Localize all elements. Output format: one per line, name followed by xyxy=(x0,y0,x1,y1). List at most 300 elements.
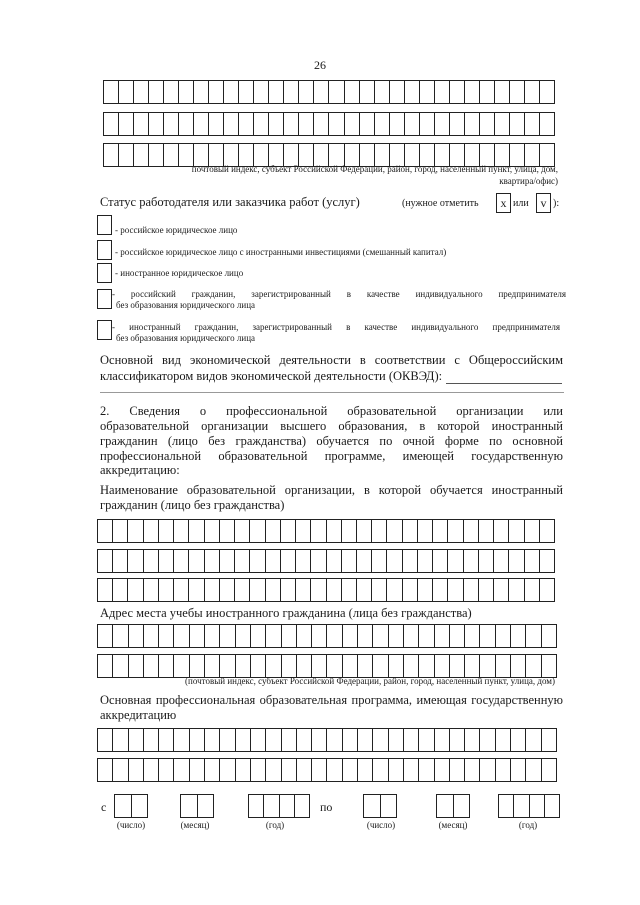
char-cell[interactable] xyxy=(119,113,134,135)
char-cell[interactable] xyxy=(525,579,540,601)
char-cell[interactable] xyxy=(450,759,465,781)
char-cell[interactable] xyxy=(296,550,311,572)
char-cell[interactable] xyxy=(373,759,388,781)
char-cell[interactable] xyxy=(390,144,405,166)
char-cell[interactable] xyxy=(190,655,205,677)
char-cell[interactable] xyxy=(358,655,373,677)
char-cell[interactable] xyxy=(418,579,433,601)
char-cell[interactable] xyxy=(387,550,402,572)
char-cell[interactable] xyxy=(329,144,344,166)
char-cell[interactable] xyxy=(405,81,420,103)
char-cell[interactable] xyxy=(297,759,312,781)
char-cell[interactable] xyxy=(404,655,419,677)
char-cell[interactable] xyxy=(174,625,189,647)
char-cell[interactable] xyxy=(220,759,235,781)
char-cell[interactable] xyxy=(342,579,357,601)
from-year-boxes[interactable] xyxy=(248,794,310,818)
char-cell[interactable] xyxy=(149,144,164,166)
char-cell[interactable] xyxy=(159,520,174,542)
char-cell[interactable] xyxy=(403,579,418,601)
checkbox-foreign-legal[interactable] xyxy=(97,263,112,283)
char-cell[interactable] xyxy=(342,520,357,542)
char-cell[interactable] xyxy=(98,625,113,647)
char-cell[interactable] xyxy=(159,759,174,781)
char-cell[interactable] xyxy=(530,795,545,817)
char-cell[interactable] xyxy=(205,759,220,781)
char-cell[interactable] xyxy=(499,795,514,817)
char-cell[interactable] xyxy=(174,579,189,601)
char-cell[interactable] xyxy=(269,81,284,103)
to-month-boxes[interactable] xyxy=(436,794,470,818)
char-cell[interactable] xyxy=(450,144,465,166)
okved-input-line[interactable] xyxy=(446,383,562,384)
char-cell[interactable] xyxy=(526,759,541,781)
char-cell[interactable] xyxy=(159,579,174,601)
char-cell[interactable] xyxy=(495,113,510,135)
char-cell[interactable] xyxy=(540,550,554,572)
char-cell[interactable] xyxy=(525,81,540,103)
char-cell[interactable] xyxy=(327,520,342,542)
char-cell[interactable] xyxy=(129,729,144,751)
char-cell[interactable] xyxy=(164,113,179,135)
org-name-grid-row-1[interactable] xyxy=(97,519,555,543)
char-cell[interactable] xyxy=(390,81,405,103)
char-cell[interactable] xyxy=(128,550,143,572)
char-cell[interactable] xyxy=(251,625,266,647)
char-cell[interactable] xyxy=(435,81,450,103)
char-cell[interactable] xyxy=(314,113,329,135)
char-cell[interactable] xyxy=(327,625,342,647)
address-grid-row-1[interactable] xyxy=(103,80,555,104)
char-cell[interactable] xyxy=(343,655,358,677)
char-cell[interactable] xyxy=(327,550,342,572)
char-cell[interactable] xyxy=(113,655,128,677)
char-cell[interactable] xyxy=(144,759,159,781)
char-cell[interactable] xyxy=(282,655,297,677)
char-cell[interactable] xyxy=(372,550,387,572)
char-cell[interactable] xyxy=(280,795,295,817)
char-cell[interactable] xyxy=(419,625,434,647)
char-cell[interactable] xyxy=(296,579,311,601)
char-cell[interactable] xyxy=(266,655,281,677)
char-cell[interactable] xyxy=(284,113,299,135)
char-cell[interactable] xyxy=(189,520,204,542)
char-cell[interactable] xyxy=(480,144,495,166)
checkbox-russian-ip[interactable] xyxy=(97,289,112,309)
char-cell[interactable] xyxy=(404,759,419,781)
okved-extra-line[interactable] xyxy=(100,392,564,393)
char-cell[interactable] xyxy=(220,729,235,751)
char-cell[interactable] xyxy=(373,729,388,751)
char-cell[interactable] xyxy=(435,113,450,135)
char-cell[interactable] xyxy=(496,759,511,781)
char-cell[interactable] xyxy=(164,81,179,103)
char-cell[interactable] xyxy=(525,144,540,166)
char-cell[interactable] xyxy=(134,113,149,135)
char-cell[interactable] xyxy=(375,144,390,166)
char-cell[interactable] xyxy=(129,655,144,677)
char-cell[interactable] xyxy=(479,520,494,542)
char-cell[interactable] xyxy=(514,795,529,817)
char-cell[interactable] xyxy=(224,113,239,135)
char-cell[interactable] xyxy=(496,729,511,751)
char-cell[interactable] xyxy=(113,520,128,542)
char-cell[interactable] xyxy=(113,729,128,751)
char-cell[interactable] xyxy=(358,729,373,751)
char-cell[interactable] xyxy=(511,655,526,677)
char-cell[interactable] xyxy=(98,520,113,542)
char-cell[interactable] xyxy=(389,729,404,751)
char-cell[interactable] xyxy=(495,81,510,103)
char-cell[interactable] xyxy=(420,81,435,103)
char-cell[interactable] xyxy=(281,520,296,542)
char-cell[interactable] xyxy=(220,579,235,601)
char-cell[interactable] xyxy=(239,144,254,166)
char-cell[interactable] xyxy=(282,625,297,647)
char-cell[interactable] xyxy=(159,550,174,572)
char-cell[interactable] xyxy=(542,655,556,677)
char-cell[interactable] xyxy=(511,759,526,781)
char-cell[interactable] xyxy=(464,550,479,572)
char-cell[interactable] xyxy=(281,579,296,601)
char-cell[interactable] xyxy=(375,81,390,103)
char-cell[interactable] xyxy=(435,729,450,751)
char-cell[interactable] xyxy=(296,520,311,542)
char-cell[interactable] xyxy=(312,759,327,781)
char-cell[interactable] xyxy=(284,81,299,103)
char-cell[interactable] xyxy=(435,655,450,677)
char-cell[interactable] xyxy=(373,655,388,677)
char-cell[interactable] xyxy=(542,729,556,751)
char-cell[interactable] xyxy=(266,579,281,601)
char-cell[interactable] xyxy=(480,625,495,647)
char-cell[interactable] xyxy=(419,729,434,751)
char-cell[interactable] xyxy=(144,579,159,601)
char-cell[interactable] xyxy=(450,729,465,751)
char-cell[interactable] xyxy=(312,655,327,677)
char-cell[interactable] xyxy=(526,625,541,647)
char-cell[interactable] xyxy=(104,144,119,166)
char-cell[interactable] xyxy=(403,520,418,542)
char-cell[interactable] xyxy=(542,759,556,781)
org-name-grid-row-2[interactable] xyxy=(97,549,555,573)
char-cell[interactable] xyxy=(540,113,554,135)
char-cell[interactable] xyxy=(345,113,360,135)
char-cell[interactable] xyxy=(375,113,390,135)
char-cell[interactable] xyxy=(479,579,494,601)
char-cell[interactable] xyxy=(205,550,220,572)
char-cell[interactable] xyxy=(266,550,281,572)
char-cell[interactable] xyxy=(509,520,524,542)
char-cell[interactable] xyxy=(129,759,144,781)
char-cell[interactable] xyxy=(312,729,327,751)
char-cell[interactable] xyxy=(239,113,254,135)
org-name-grid-row-3[interactable] xyxy=(97,578,555,602)
char-cell[interactable] xyxy=(343,729,358,751)
char-cell[interactable] xyxy=(205,520,220,542)
char-cell[interactable] xyxy=(236,625,251,647)
char-cell[interactable] xyxy=(254,81,269,103)
char-cell[interactable] xyxy=(144,655,159,677)
checkbox-russian-legal[interactable] xyxy=(97,215,112,235)
char-cell[interactable] xyxy=(358,759,373,781)
char-cell[interactable] xyxy=(98,550,113,572)
char-cell[interactable] xyxy=(418,550,433,572)
char-cell[interactable] xyxy=(360,81,375,103)
char-cell[interactable] xyxy=(159,729,174,751)
char-cell[interactable] xyxy=(435,144,450,166)
char-cell[interactable] xyxy=(360,144,375,166)
char-cell[interactable] xyxy=(494,550,509,572)
char-cell[interactable] xyxy=(235,550,250,572)
char-cell[interactable] xyxy=(174,655,189,677)
char-cell[interactable] xyxy=(224,81,239,103)
char-cell[interactable] xyxy=(115,795,132,817)
from-day-boxes[interactable] xyxy=(114,794,148,818)
char-cell[interactable] xyxy=(128,579,143,601)
char-cell[interactable] xyxy=(494,520,509,542)
char-cell[interactable] xyxy=(98,579,113,601)
char-cell[interactable] xyxy=(372,520,387,542)
char-cell[interactable] xyxy=(198,795,214,817)
char-cell[interactable] xyxy=(437,795,454,817)
char-cell[interactable] xyxy=(390,113,405,135)
char-cell[interactable] xyxy=(250,550,265,572)
char-cell[interactable] xyxy=(254,113,269,135)
char-cell[interactable] xyxy=(159,625,174,647)
char-cell[interactable] xyxy=(479,550,494,572)
char-cell[interactable] xyxy=(113,550,128,572)
char-cell[interactable] xyxy=(251,655,266,677)
char-cell[interactable] xyxy=(299,81,314,103)
char-cell[interactable] xyxy=(190,625,205,647)
char-cell[interactable] xyxy=(465,625,480,647)
char-cell[interactable] xyxy=(235,579,250,601)
char-cell[interactable] xyxy=(343,759,358,781)
char-cell[interactable] xyxy=(220,655,235,677)
char-cell[interactable] xyxy=(205,625,220,647)
char-cell[interactable] xyxy=(525,113,540,135)
char-cell[interactable] xyxy=(480,655,495,677)
checkbox-russian-legal-foreign-inv[interactable] xyxy=(97,240,112,260)
char-cell[interactable] xyxy=(144,729,159,751)
char-cell[interactable] xyxy=(254,144,269,166)
char-cell[interactable] xyxy=(418,520,433,542)
char-cell[interactable] xyxy=(134,144,149,166)
char-cell[interactable] xyxy=(251,729,266,751)
char-cell[interactable] xyxy=(104,113,119,135)
char-cell[interactable] xyxy=(342,550,357,572)
char-cell[interactable] xyxy=(448,550,463,572)
char-cell[interactable] xyxy=(113,579,128,601)
char-cell[interactable] xyxy=(465,113,480,135)
char-cell[interactable] xyxy=(327,579,342,601)
char-cell[interactable] xyxy=(450,655,465,677)
char-cell[interactable] xyxy=(119,81,134,103)
study-address-grid-row-2[interactable] xyxy=(97,654,557,678)
char-cell[interactable] xyxy=(299,144,314,166)
char-cell[interactable] xyxy=(405,113,420,135)
char-cell[interactable] xyxy=(387,579,402,601)
char-cell[interactable] xyxy=(98,655,113,677)
char-cell[interactable] xyxy=(297,655,312,677)
to-day-boxes[interactable] xyxy=(363,794,397,818)
char-cell[interactable] xyxy=(509,579,524,601)
char-cell[interactable] xyxy=(373,625,388,647)
char-cell[interactable] xyxy=(249,795,264,817)
char-cell[interactable] xyxy=(450,625,465,647)
char-cell[interactable] xyxy=(311,579,326,601)
char-cell[interactable] xyxy=(511,729,526,751)
char-cell[interactable] xyxy=(545,795,559,817)
char-cell[interactable] xyxy=(174,729,189,751)
char-cell[interactable] xyxy=(381,795,397,817)
char-cell[interactable] xyxy=(194,144,209,166)
char-cell[interactable] xyxy=(357,550,372,572)
char-cell[interactable] xyxy=(496,625,511,647)
char-cell[interactable] xyxy=(194,113,209,135)
char-cell[interactable] xyxy=(149,81,164,103)
char-cell[interactable] xyxy=(480,81,495,103)
char-cell[interactable] xyxy=(389,655,404,677)
char-cell[interactable] xyxy=(433,520,448,542)
char-cell[interactable] xyxy=(329,113,344,135)
char-cell[interactable] xyxy=(420,144,435,166)
char-cell[interactable] xyxy=(297,625,312,647)
char-cell[interactable] xyxy=(295,795,309,817)
char-cell[interactable] xyxy=(480,113,495,135)
char-cell[interactable] xyxy=(435,625,450,647)
char-cell[interactable] xyxy=(404,625,419,647)
char-cell[interactable] xyxy=(345,81,360,103)
char-cell[interactable] xyxy=(236,655,251,677)
char-cell[interactable] xyxy=(134,81,149,103)
char-cell[interactable] xyxy=(284,144,299,166)
char-cell[interactable] xyxy=(329,81,344,103)
char-cell[interactable] xyxy=(357,579,372,601)
char-cell[interactable] xyxy=(98,729,113,751)
char-cell[interactable] xyxy=(250,520,265,542)
char-cell[interactable] xyxy=(372,579,387,601)
char-cell[interactable] xyxy=(235,520,250,542)
char-cell[interactable] xyxy=(311,550,326,572)
char-cell[interactable] xyxy=(433,579,448,601)
char-cell[interactable] xyxy=(387,520,402,542)
char-cell[interactable] xyxy=(179,81,194,103)
char-cell[interactable] xyxy=(311,520,326,542)
char-cell[interactable] xyxy=(113,625,128,647)
char-cell[interactable] xyxy=(465,144,480,166)
char-cell[interactable] xyxy=(179,113,194,135)
char-cell[interactable] xyxy=(360,113,375,135)
char-cell[interactable] xyxy=(236,729,251,751)
char-cell[interactable] xyxy=(510,113,525,135)
char-cell[interactable] xyxy=(220,550,235,572)
char-cell[interactable] xyxy=(194,81,209,103)
char-cell[interactable] xyxy=(465,655,480,677)
char-cell[interactable] xyxy=(220,625,235,647)
char-cell[interactable] xyxy=(450,81,465,103)
char-cell[interactable] xyxy=(495,144,510,166)
char-cell[interactable] xyxy=(132,795,148,817)
char-cell[interactable] xyxy=(250,579,265,601)
char-cell[interactable] xyxy=(174,520,189,542)
char-cell[interactable] xyxy=(205,655,220,677)
char-cell[interactable] xyxy=(314,81,329,103)
char-cell[interactable] xyxy=(164,144,179,166)
char-cell[interactable] xyxy=(266,729,281,751)
char-cell[interactable] xyxy=(525,520,540,542)
char-cell[interactable] xyxy=(327,759,342,781)
char-cell[interactable] xyxy=(190,729,205,751)
char-cell[interactable] xyxy=(104,81,119,103)
char-cell[interactable] xyxy=(236,759,251,781)
char-cell[interactable] xyxy=(526,655,541,677)
char-cell[interactable] xyxy=(144,625,159,647)
address-grid-row-2[interactable] xyxy=(103,112,555,136)
checkbox-foreign-ip[interactable] xyxy=(97,320,112,340)
char-cell[interactable] xyxy=(404,729,419,751)
char-cell[interactable] xyxy=(189,579,204,601)
char-cell[interactable] xyxy=(464,520,479,542)
char-cell[interactable] xyxy=(189,550,204,572)
char-cell[interactable] xyxy=(465,81,480,103)
char-cell[interactable] xyxy=(209,113,224,135)
char-cell[interactable] xyxy=(159,655,174,677)
char-cell[interactable] xyxy=(209,144,224,166)
char-cell[interactable] xyxy=(205,579,220,601)
char-cell[interactable] xyxy=(149,113,164,135)
program-grid-row-2[interactable] xyxy=(97,758,557,782)
char-cell[interactable] xyxy=(419,759,434,781)
char-cell[interactable] xyxy=(269,144,284,166)
to-year-boxes[interactable] xyxy=(498,794,560,818)
study-address-grid-row-1[interactable] xyxy=(97,624,557,648)
char-cell[interactable] xyxy=(345,144,360,166)
char-cell[interactable] xyxy=(205,729,220,751)
char-cell[interactable] xyxy=(209,81,224,103)
char-cell[interactable] xyxy=(266,759,281,781)
char-cell[interactable] xyxy=(480,729,495,751)
char-cell[interactable] xyxy=(297,729,312,751)
char-cell[interactable] xyxy=(357,520,372,542)
char-cell[interactable] xyxy=(420,113,435,135)
char-cell[interactable] xyxy=(540,579,554,601)
char-cell[interactable] xyxy=(224,144,239,166)
char-cell[interactable] xyxy=(128,520,143,542)
char-cell[interactable] xyxy=(464,579,479,601)
char-cell[interactable] xyxy=(144,520,159,542)
char-cell[interactable] xyxy=(358,625,373,647)
char-cell[interactable] xyxy=(540,520,554,542)
char-cell[interactable] xyxy=(264,795,279,817)
char-cell[interactable] xyxy=(450,113,465,135)
char-cell[interactable] xyxy=(113,759,128,781)
char-cell[interactable] xyxy=(448,520,463,542)
char-cell[interactable] xyxy=(364,795,381,817)
char-cell[interactable] xyxy=(269,113,284,135)
char-cell[interactable] xyxy=(525,550,540,572)
char-cell[interactable] xyxy=(266,520,281,542)
char-cell[interactable] xyxy=(251,759,266,781)
char-cell[interactable] xyxy=(220,520,235,542)
char-cell[interactable] xyxy=(343,625,358,647)
char-cell[interactable] xyxy=(174,550,189,572)
program-grid-row-1[interactable] xyxy=(97,728,557,752)
char-cell[interactable] xyxy=(98,759,113,781)
char-cell[interactable] xyxy=(174,759,189,781)
char-cell[interactable] xyxy=(480,759,495,781)
